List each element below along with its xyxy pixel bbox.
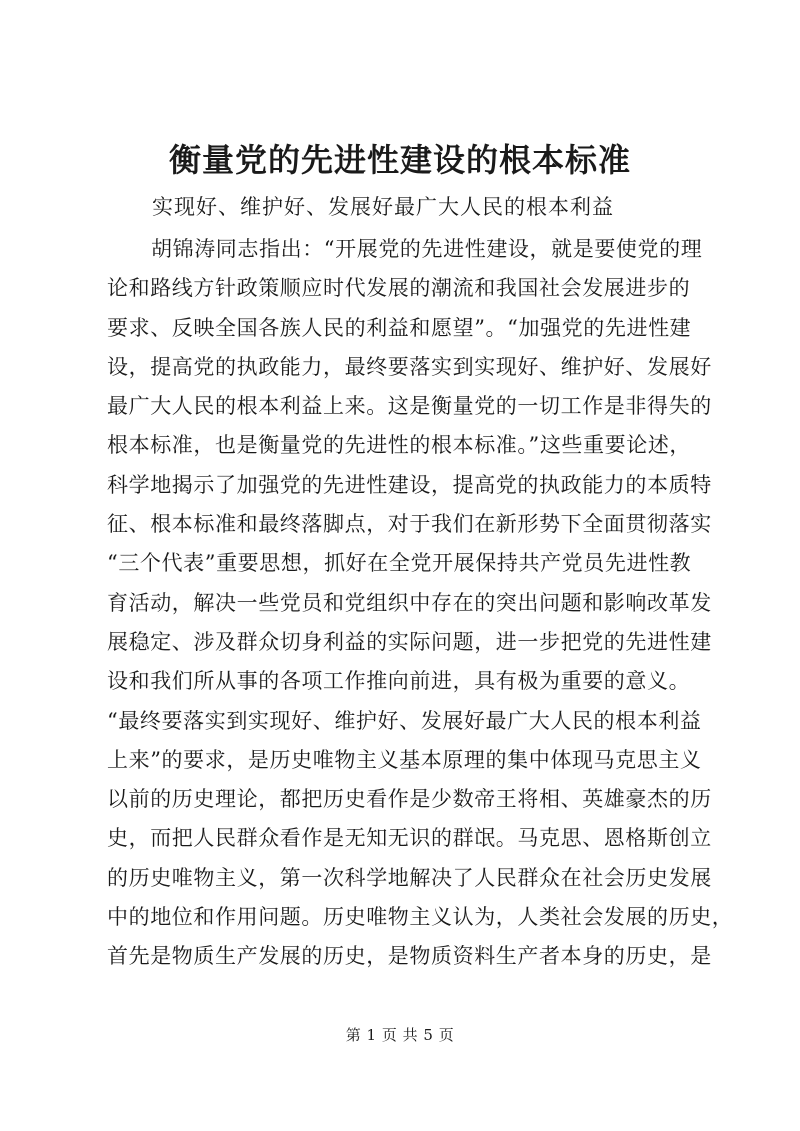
document-subtitle: 实现好、维护好、发展好最广大人民的根本利益: [152, 195, 614, 219]
text-line: 要求、反映全国各族人民的利益和愿望”。“加强党的先进性建: [107, 315, 692, 340]
text-line: 的历史唯物主义，第一次科学地解决了人民群众在社会历史发展: [107, 865, 712, 890]
text-line: 育活动，解决一些党员和党组织中存在的突出问题和影响改革发: [107, 590, 712, 615]
text-line: 首先是物质生产发展的历史，是物质资料生产者本身的历史，是: [107, 944, 712, 969]
text-line: 展稳定、涉及群众切身利益的实际问题，进一步把党的先进性建: [107, 629, 712, 654]
text-line: 胡锦涛同志指出：“开展党的先进性建设，就是要使党的理: [151, 237, 703, 261]
text-line: 根本标准，也是衡量党的先进性的根本标准。”这些重要论述，: [107, 433, 692, 458]
text-line: 科学地揭示了加强党的先进性建设，提高党的执政能力的本质特: [107, 472, 712, 497]
text-line: 设，提高党的执政能力，最终要落实到实现好、维护好、发展好: [107, 354, 712, 379]
page-footer: 第 1 页 共 5 页: [345, 1026, 455, 1044]
text-line: 以前的历史理论，都把历史看作是少数帝王将相、英雄豪杰的历: [107, 787, 712, 812]
body-text: [107, 230, 734, 977]
text-line: 中的地位和作用问题。历史唯物主义认为，人类社会发展的历史，: [107, 905, 734, 930]
text-line: 上来”的要求，是历史唯物主义基本原理的集中体现马克思主义: [107, 747, 702, 772]
text-line: 设和我们所从事的各项工作推向前进，具有极为重要的意义。: [107, 669, 691, 694]
document-title: 衡量党的先进性建设的根本标准: [168, 141, 631, 179]
text-line: 最广大人民的根本利益上来。这是衡量党的一切工作是非得失的: [107, 394, 712, 419]
text-line: “三个代表”重要思想，抓好在全党开展保持共产党员先进性教: [107, 551, 692, 576]
text-line: 征、根本标准和最终落脚点，对于我们在新形势下全面贯彻落实: [107, 512, 712, 537]
text-line: “最终要落实到实现好、维护好、发展好最广大人民的根本利益: [107, 708, 702, 733]
text-line: 史，而把人民群众看作是无知无识的群氓。马克思、恩格斯创立: [107, 826, 712, 851]
text-line: 论和路线方针政策顺应时代发展的潮流和我国社会发展进步的: [107, 276, 691, 301]
